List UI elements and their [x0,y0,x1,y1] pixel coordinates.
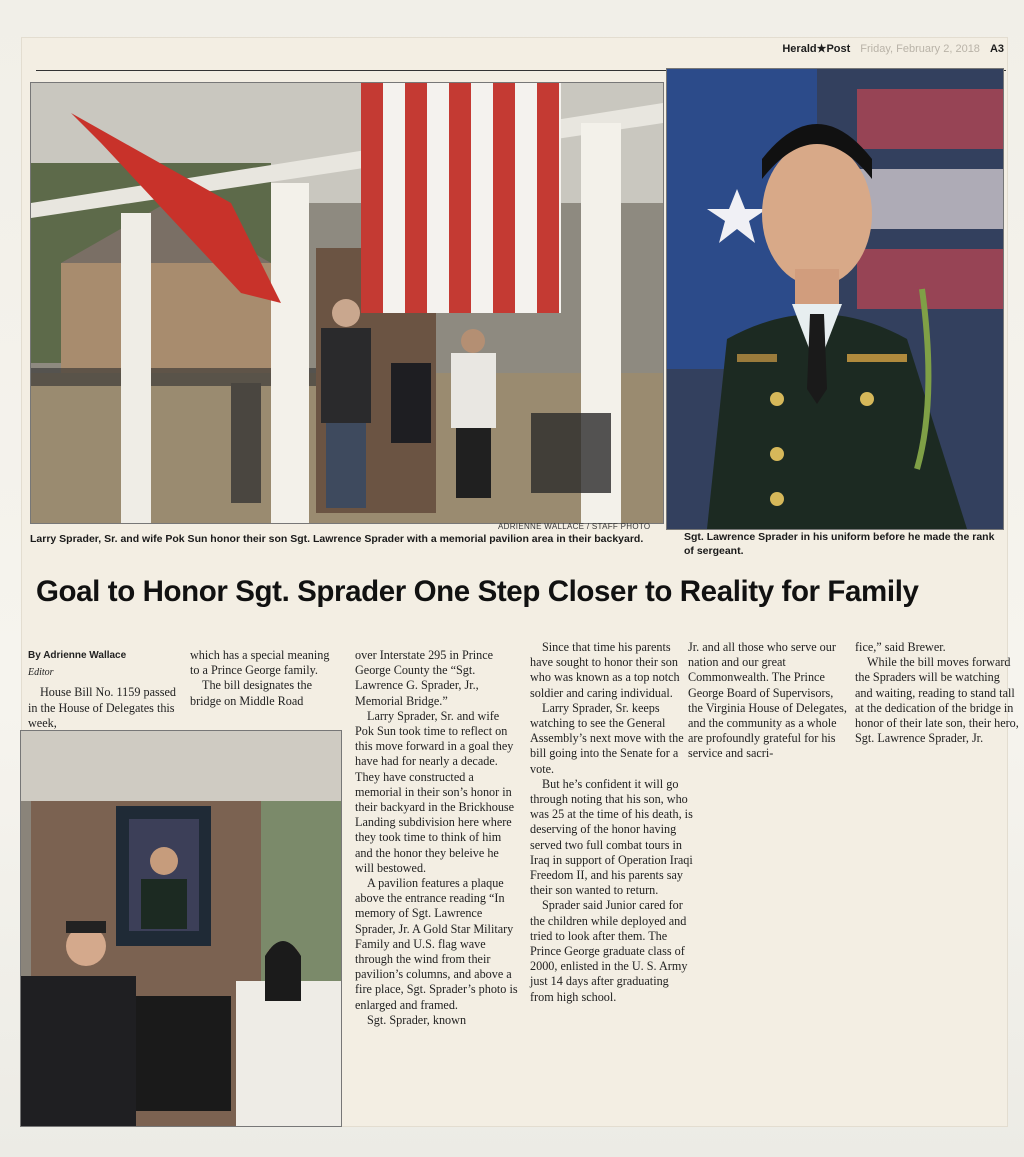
right-photo-caption: Sgt. Lawrence Sprader in his uniform before he made the rank of sergeant. [684,531,995,557]
paragraph: Sprader said Junior cared for the children while deployed and tried to look after them. The Prince George graduate class of 2000, enlisted in the U. S. Army just 14 days after graduating from high school. [530,898,688,1004]
left-photo-caption: Larry Sprader, Sr. and wife Pok Sun honor their son Sgt. Lawrence Sprader with a memorial pavilion area in their backyard. [30,533,644,545]
article-column-3 [355,648,520,1028]
paragraph: Larry Sprader, Sr. keeps watching to see the General Assembly’s next move with the bill going into the Senate for a vote. [530,700,684,776]
paragraph: which has a special meaning to a Prince George family. [190,648,330,678]
issue-date: Friday, February 2, 2018 [860,42,980,55]
paragraph: over Interstate 295 in Prince George County the “Sgt. Lawrence G. Sprader, Jr., Memorial Bridge.” [355,648,494,708]
paper-name: Herald★Post [782,43,851,55]
masthead [782,42,1004,55]
photo-credit: ADRIENNE WALLACE / STAFF PHOTO [498,522,651,531]
paragraph: A pavilion features a plaque above the entrance reading “In memory of Sgt. Lawrence Sprader, Jr. A Gold Star Military Family and U.S. flag wave through the wind from their pavilion’s columns, and above a fire place, Sgt. Sprader’s photo is enlarged and framed. [355,876,518,1012]
byline: By Adrienne Wallace [28,650,127,661]
byline-role: Editor [28,667,54,679]
paragraph: The bill designates the bridge on Middle Road [190,678,312,708]
paragraph: Jr. and all those who serve our nation and our great Commonwealth. The Prince George Board of Supervisors, the Virginia House of Delegates, and the community as a whole are profoundly grateful for his service and sacri- [688,640,847,761]
article-column-1 [28,648,178,731]
paragraph: House Bill No. 1159 passed in the House of Delegates this week, [28,685,176,730]
paragraph: But he’s confident it will go through noting that his son, who was 25 at the time of his death, is deserving of the honor having served two full combat tours in Iraq in support of Operation Iraqi Freedom II, and his parents say their son wanted to return. [530,776,693,898]
paragraph: While the bill moves forward the Spraders will be watching and waiting, reading to stand tall at the dedication of the bridge in honor of their late son, their hero, Sgt. Lawrence Sprader, Jr. [855,655,1019,746]
pavilion-photo [30,82,664,524]
article-headline: Goal to Honor Sgt. Sprader One Step Closer to Reality for Family [36,575,919,608]
paragraph: Larry Sprader, Sr. and wife Pok Sun took time to reflect on this move forward in a goal they have had for nearly a decade. They have constructed a memorial in their son’s honor in their backyard in the Brickhouse Landing subdivision here where they took time to think of him and the honor they beleive he will bestowed. [355,708,515,875]
paragraph: fice,” said Brewer. [855,640,946,654]
memorial-photo [20,730,342,1127]
portrait-photo [666,68,1004,530]
article-column-6 [855,640,1020,746]
page-number: A3 [989,42,1004,55]
paragraph: Sgt. Sprader, known [367,1012,467,1027]
article-column-2 [190,648,340,709]
paragraph: Since that time his parents have sought to honor their son who was known as a top notch soldier and caring individual. [530,640,680,700]
article-column-4 [530,640,695,1005]
article-column-5 [688,640,850,762]
